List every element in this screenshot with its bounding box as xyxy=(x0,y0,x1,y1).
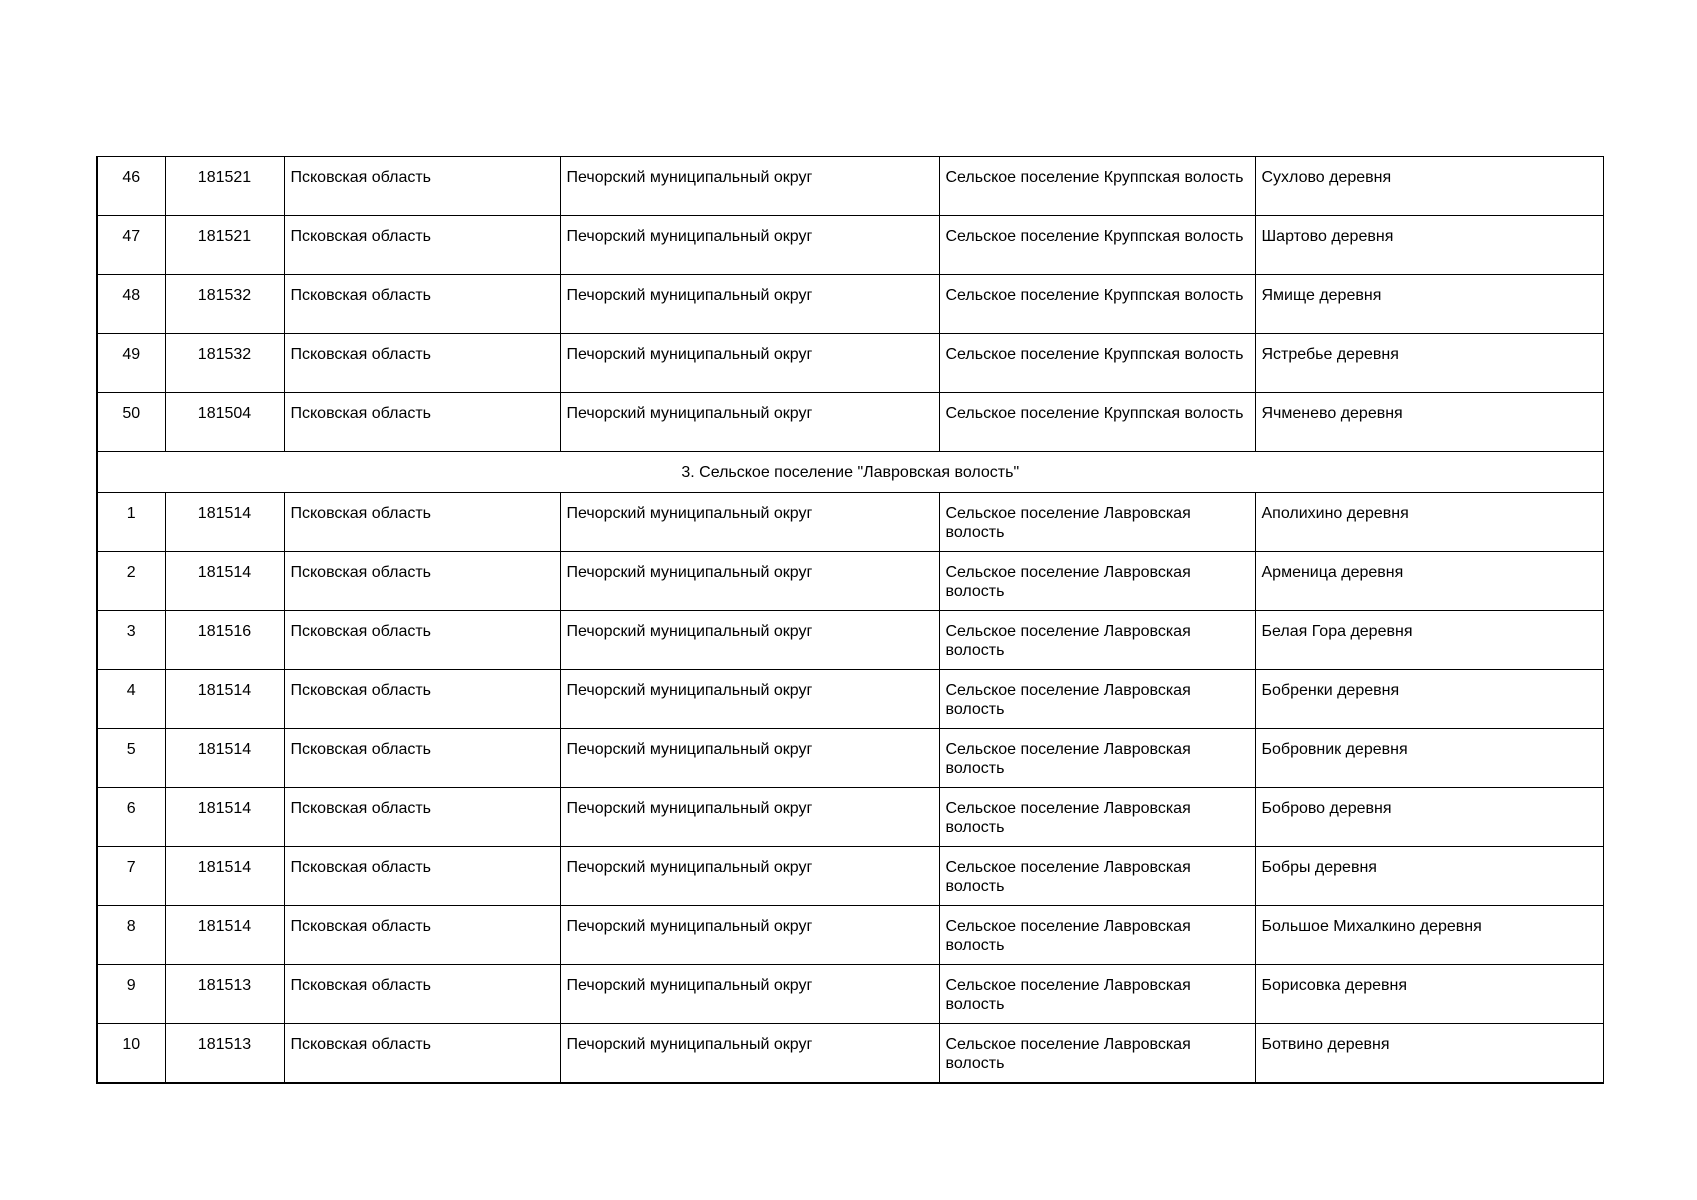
locality-cell: Аполихино деревня xyxy=(1255,493,1603,552)
row-number-cell: 47 xyxy=(97,216,165,275)
locality-cell: Сухлово деревня xyxy=(1255,157,1603,216)
district-cell: Печорский муниципальный округ xyxy=(560,493,939,552)
region-cell: Псковская область xyxy=(284,552,560,611)
settlement-cell: Сельское поселение Круппская волость xyxy=(939,334,1255,393)
row-number-cell: 7 xyxy=(97,847,165,906)
postal-code-cell: 181513 xyxy=(165,965,284,1024)
district-cell: Печорский муниципальный округ xyxy=(560,847,939,906)
table-row xyxy=(97,1024,1603,1083)
row-number-cell: 1 xyxy=(97,493,165,552)
row-number-cell: 6 xyxy=(97,788,165,847)
region-cell: Псковская область xyxy=(284,906,560,965)
district-cell: Печорский муниципальный округ xyxy=(560,965,939,1024)
locality-cell: Ямище деревня xyxy=(1255,275,1603,334)
settlement-cell: Сельское поселение Круппская волость xyxy=(939,275,1255,334)
region-cell: Псковская область xyxy=(284,493,560,552)
postal-code-cell: 181514 xyxy=(165,729,284,788)
postal-code-cell: 181514 xyxy=(165,906,284,965)
table-row xyxy=(97,216,1603,275)
region-cell: Псковская область xyxy=(284,157,560,216)
postal-code-cell: 181521 xyxy=(165,157,284,216)
district-cell: Печорский муниципальный округ xyxy=(560,157,939,216)
row-number-cell: 46 xyxy=(97,157,165,216)
settlements-table xyxy=(96,156,1604,1084)
section-heading: 3. Сельское поселение "Лавровская волость" xyxy=(97,452,1603,493)
row-number-cell: 8 xyxy=(97,906,165,965)
table-row xyxy=(97,552,1603,611)
locality-cell: Бобренки деревня xyxy=(1255,670,1603,729)
district-cell: Печорский муниципальный округ xyxy=(560,670,939,729)
table-row xyxy=(97,847,1603,906)
table-row xyxy=(97,393,1603,452)
table-row xyxy=(97,788,1603,847)
district-cell: Печорский муниципальный округ xyxy=(560,788,939,847)
section-heading-row xyxy=(97,452,1603,493)
district-cell: Печорский муниципальный округ xyxy=(560,611,939,670)
table-row xyxy=(97,334,1603,393)
region-cell: Псковская область xyxy=(284,611,560,670)
region-cell: Псковская область xyxy=(284,216,560,275)
row-number-cell: 48 xyxy=(97,275,165,334)
postal-code-cell: 181513 xyxy=(165,1024,284,1083)
district-cell: Печорский муниципальный округ xyxy=(560,334,939,393)
settlement-cell: Сельское поселение Лавровская волость xyxy=(939,906,1255,965)
settlement-cell: Сельское поселение Лавровская волость xyxy=(939,552,1255,611)
settlement-cell: Сельское поселение Круппская волость xyxy=(939,157,1255,216)
locality-cell: Ячменево деревня xyxy=(1255,393,1603,452)
table-row xyxy=(97,157,1603,216)
settlement-cell: Сельское поселение Лавровская волость xyxy=(939,788,1255,847)
row-number-cell: 10 xyxy=(97,1024,165,1083)
district-cell: Печорский муниципальный округ xyxy=(560,729,939,788)
settlement-cell: Сельское поселение Круппская волость xyxy=(939,393,1255,452)
table-row xyxy=(97,670,1603,729)
settlement-cell: Сельское поселение Лавровская волость xyxy=(939,493,1255,552)
locality-cell: Ястребье деревня xyxy=(1255,334,1603,393)
region-cell: Псковская область xyxy=(284,1024,560,1083)
locality-cell: Большое Михалкино деревня xyxy=(1255,906,1603,965)
region-cell: Псковская область xyxy=(284,275,560,334)
postal-code-cell: 181514 xyxy=(165,670,284,729)
district-cell: Печорский муниципальный округ xyxy=(560,906,939,965)
postal-code-cell: 181514 xyxy=(165,493,284,552)
settlement-cell: Сельское поселение Круппская волость xyxy=(939,216,1255,275)
row-number-cell: 49 xyxy=(97,334,165,393)
region-cell: Псковская область xyxy=(284,847,560,906)
row-number-cell: 2 xyxy=(97,552,165,611)
table-body xyxy=(97,157,1603,1083)
postal-code-cell: 181514 xyxy=(165,552,284,611)
region-cell: Псковская область xyxy=(284,788,560,847)
table-row xyxy=(97,611,1603,670)
table-row xyxy=(97,906,1603,965)
locality-cell: Арменица деревня xyxy=(1255,552,1603,611)
district-cell: Печорский муниципальный округ xyxy=(560,275,939,334)
postal-code-cell: 181516 xyxy=(165,611,284,670)
settlement-cell: Сельское поселение Лавровская волость xyxy=(939,847,1255,906)
settlement-cell: Сельское поселение Лавровская волость xyxy=(939,611,1255,670)
postal-code-cell: 181532 xyxy=(165,334,284,393)
row-number-cell: 3 xyxy=(97,611,165,670)
locality-cell: Бобровник деревня xyxy=(1255,729,1603,788)
row-number-cell: 5 xyxy=(97,729,165,788)
table-row xyxy=(97,965,1603,1024)
postal-code-cell: 181532 xyxy=(165,275,284,334)
row-number-cell: 50 xyxy=(97,393,165,452)
region-cell: Псковская область xyxy=(284,729,560,788)
region-cell: Псковская область xyxy=(284,670,560,729)
region-cell: Псковская область xyxy=(284,334,560,393)
locality-cell: Белая Гора деревня xyxy=(1255,611,1603,670)
district-cell: Печорский муниципальный округ xyxy=(560,552,939,611)
postal-code-cell: 181521 xyxy=(165,216,284,275)
postal-code-cell: 181504 xyxy=(165,393,284,452)
postal-code-cell: 181514 xyxy=(165,788,284,847)
postal-code-cell: 181514 xyxy=(165,847,284,906)
region-cell: Псковская область xyxy=(284,965,560,1024)
settlement-cell: Сельское поселение Лавровская волость xyxy=(939,670,1255,729)
settlement-cell: Сельское поселение Лавровская волость xyxy=(939,1024,1255,1083)
district-cell: Печорский муниципальный округ xyxy=(560,216,939,275)
row-number-cell: 4 xyxy=(97,670,165,729)
locality-cell: Шартово деревня xyxy=(1255,216,1603,275)
settlement-cell: Сельское поселение Лавровская волость xyxy=(939,965,1255,1024)
locality-cell: Бобры деревня xyxy=(1255,847,1603,906)
table-row xyxy=(97,275,1603,334)
table-row xyxy=(97,493,1603,552)
district-cell: Печорский муниципальный округ xyxy=(560,1024,939,1083)
settlement-cell: Сельское поселение Лавровская волость xyxy=(939,729,1255,788)
row-number-cell: 9 xyxy=(97,965,165,1024)
locality-cell: Боброво деревня xyxy=(1255,788,1603,847)
locality-cell: Борисовка деревня xyxy=(1255,965,1603,1024)
region-cell: Псковская область xyxy=(284,393,560,452)
locality-cell: Ботвино деревня xyxy=(1255,1024,1603,1083)
district-cell: Печорский муниципальный округ xyxy=(560,393,939,452)
table-row xyxy=(97,729,1603,788)
